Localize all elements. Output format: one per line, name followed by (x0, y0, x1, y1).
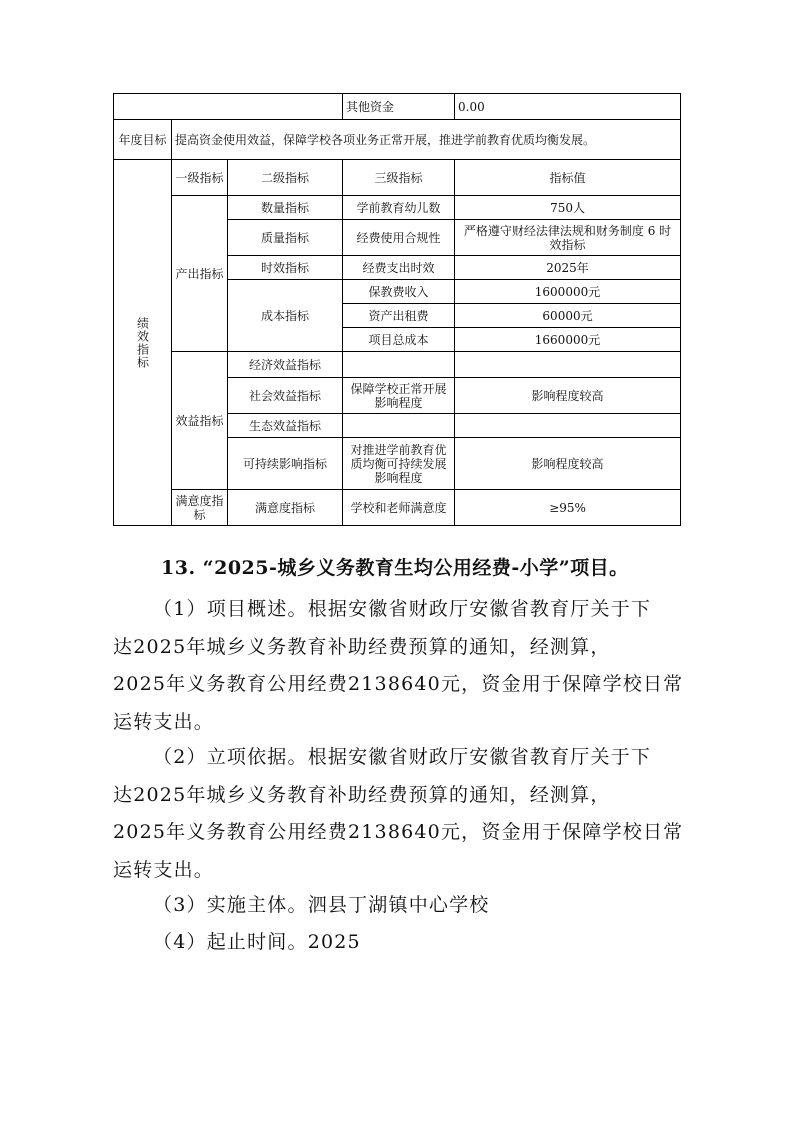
header-value: 指标值 (455, 160, 681, 196)
table-row (114, 490, 681, 526)
economic-value (455, 352, 681, 378)
cost-l3: 保教费收入 (343, 280, 455, 304)
satisfaction-l2: 满意度指标 (228, 490, 343, 526)
economic-l2: 经济效益指标 (228, 352, 343, 378)
sustainable-l2: 可持续影响指标 (228, 438, 343, 490)
cost-l3: 项目总成本 (343, 328, 455, 352)
table-row (114, 160, 681, 196)
quality-l2: 质量指标 (228, 220, 343, 256)
ecological-l3 (343, 414, 455, 438)
paragraph-line: 2025年义务教育公用经费2138640元，资金用于保障学校日常 (113, 673, 684, 695)
perf-indicator-label: 绩效指标 (114, 160, 172, 526)
entity-paragraph (113, 887, 683, 925)
paragraph-line: （2）立项依据。根据安徽省财政厅安徽省教育厅关于下 (153, 746, 652, 768)
performance-table (113, 93, 681, 526)
paragraph-line: 运转支出。 (113, 858, 215, 881)
paragraph-line: 达2025年城乡义务教育补助经费预算的通知，经测算， (113, 783, 611, 806)
benefit-indicator-label: 效益指标 (172, 352, 228, 490)
cost-l3: 资产出租费 (343, 304, 455, 328)
satisfaction-indicator-label: 满意度指标 (172, 490, 228, 526)
header-level3: 三级指标 (343, 160, 455, 196)
quantity-value: 750人 (455, 196, 681, 220)
social-value: 影响程度较高 (455, 378, 681, 414)
other-funds-label: 其他资金 (343, 94, 455, 120)
period-paragraph (113, 924, 683, 962)
basis-paragraph (113, 739, 683, 889)
social-l3: 保障学校正常开展影响程度 (343, 378, 455, 414)
ecological-l2: 生态效益指标 (228, 414, 343, 438)
social-l2: 社会效益指标 (228, 378, 343, 414)
sustainable-value: 影响程度较高 (455, 438, 681, 490)
paragraph-line: （1）项目概述。根据安徽省财政厅安徽省教育厅关于下 (153, 598, 652, 620)
cost-value: 60000元 (455, 304, 681, 328)
overview-paragraph (113, 591, 683, 741)
section-heading: 13. “2025-城乡义务教育生均公用经费-小学”项目。 (161, 557, 629, 579)
paragraph-line: 2025年义务教育公用经费2138640元，资金用于保障学校日常 (113, 821, 684, 843)
table-row (114, 196, 681, 220)
cost-value: 1660000元 (455, 328, 681, 352)
paragraph-line: （3）实施主体。泗县丁湖镇中心学校 (153, 894, 490, 916)
table-row (114, 94, 681, 120)
satisfaction-value: ≥95% (455, 490, 681, 526)
paragraph-line: 运转支出。 (113, 710, 215, 733)
paragraph-line: （4）起止时间。2025 (153, 931, 361, 953)
timeliness-l3: 经费支出时效 (343, 256, 455, 280)
quality-value: 严格遵守财经法律法规和财务制度 6 时效指标 (455, 220, 681, 256)
satisfaction-l3: 学校和老师满意度 (343, 490, 455, 526)
table-row (114, 120, 681, 160)
output-indicator-label: 产出指标 (172, 196, 228, 352)
timeliness-value: 2025年 (455, 256, 681, 280)
quantity-l3: 学前教育幼儿数 (343, 196, 455, 220)
ecological-value (455, 414, 681, 438)
timeliness-l2: 时效指标 (228, 256, 343, 280)
cost-l2: 成本指标 (228, 280, 343, 352)
sustainable-l3: 对推进学前教育优质均衡可持续发展影响程度 (343, 438, 455, 490)
annual-goal-text: 提高资金使用效益，保障学校各项业务正常开展，推进学前教育优质均衡发展。 (172, 120, 681, 160)
quantity-l2: 数量指标 (228, 196, 343, 220)
table-row (114, 352, 681, 378)
cost-value: 1600000元 (455, 280, 681, 304)
economic-l3 (343, 352, 455, 378)
table-cell-empty (114, 94, 343, 120)
paragraph-line: 达2025年城乡义务教育补助经费预算的通知，经测算， (113, 635, 611, 658)
header-level1: 一级指标 (172, 160, 228, 196)
annual-goal-label: 年度目标 (114, 120, 172, 160)
header-level2: 二级指标 (228, 160, 343, 196)
quality-l3: 经费使用合规性 (343, 220, 455, 256)
other-funds-value: 0.00 (455, 94, 681, 120)
